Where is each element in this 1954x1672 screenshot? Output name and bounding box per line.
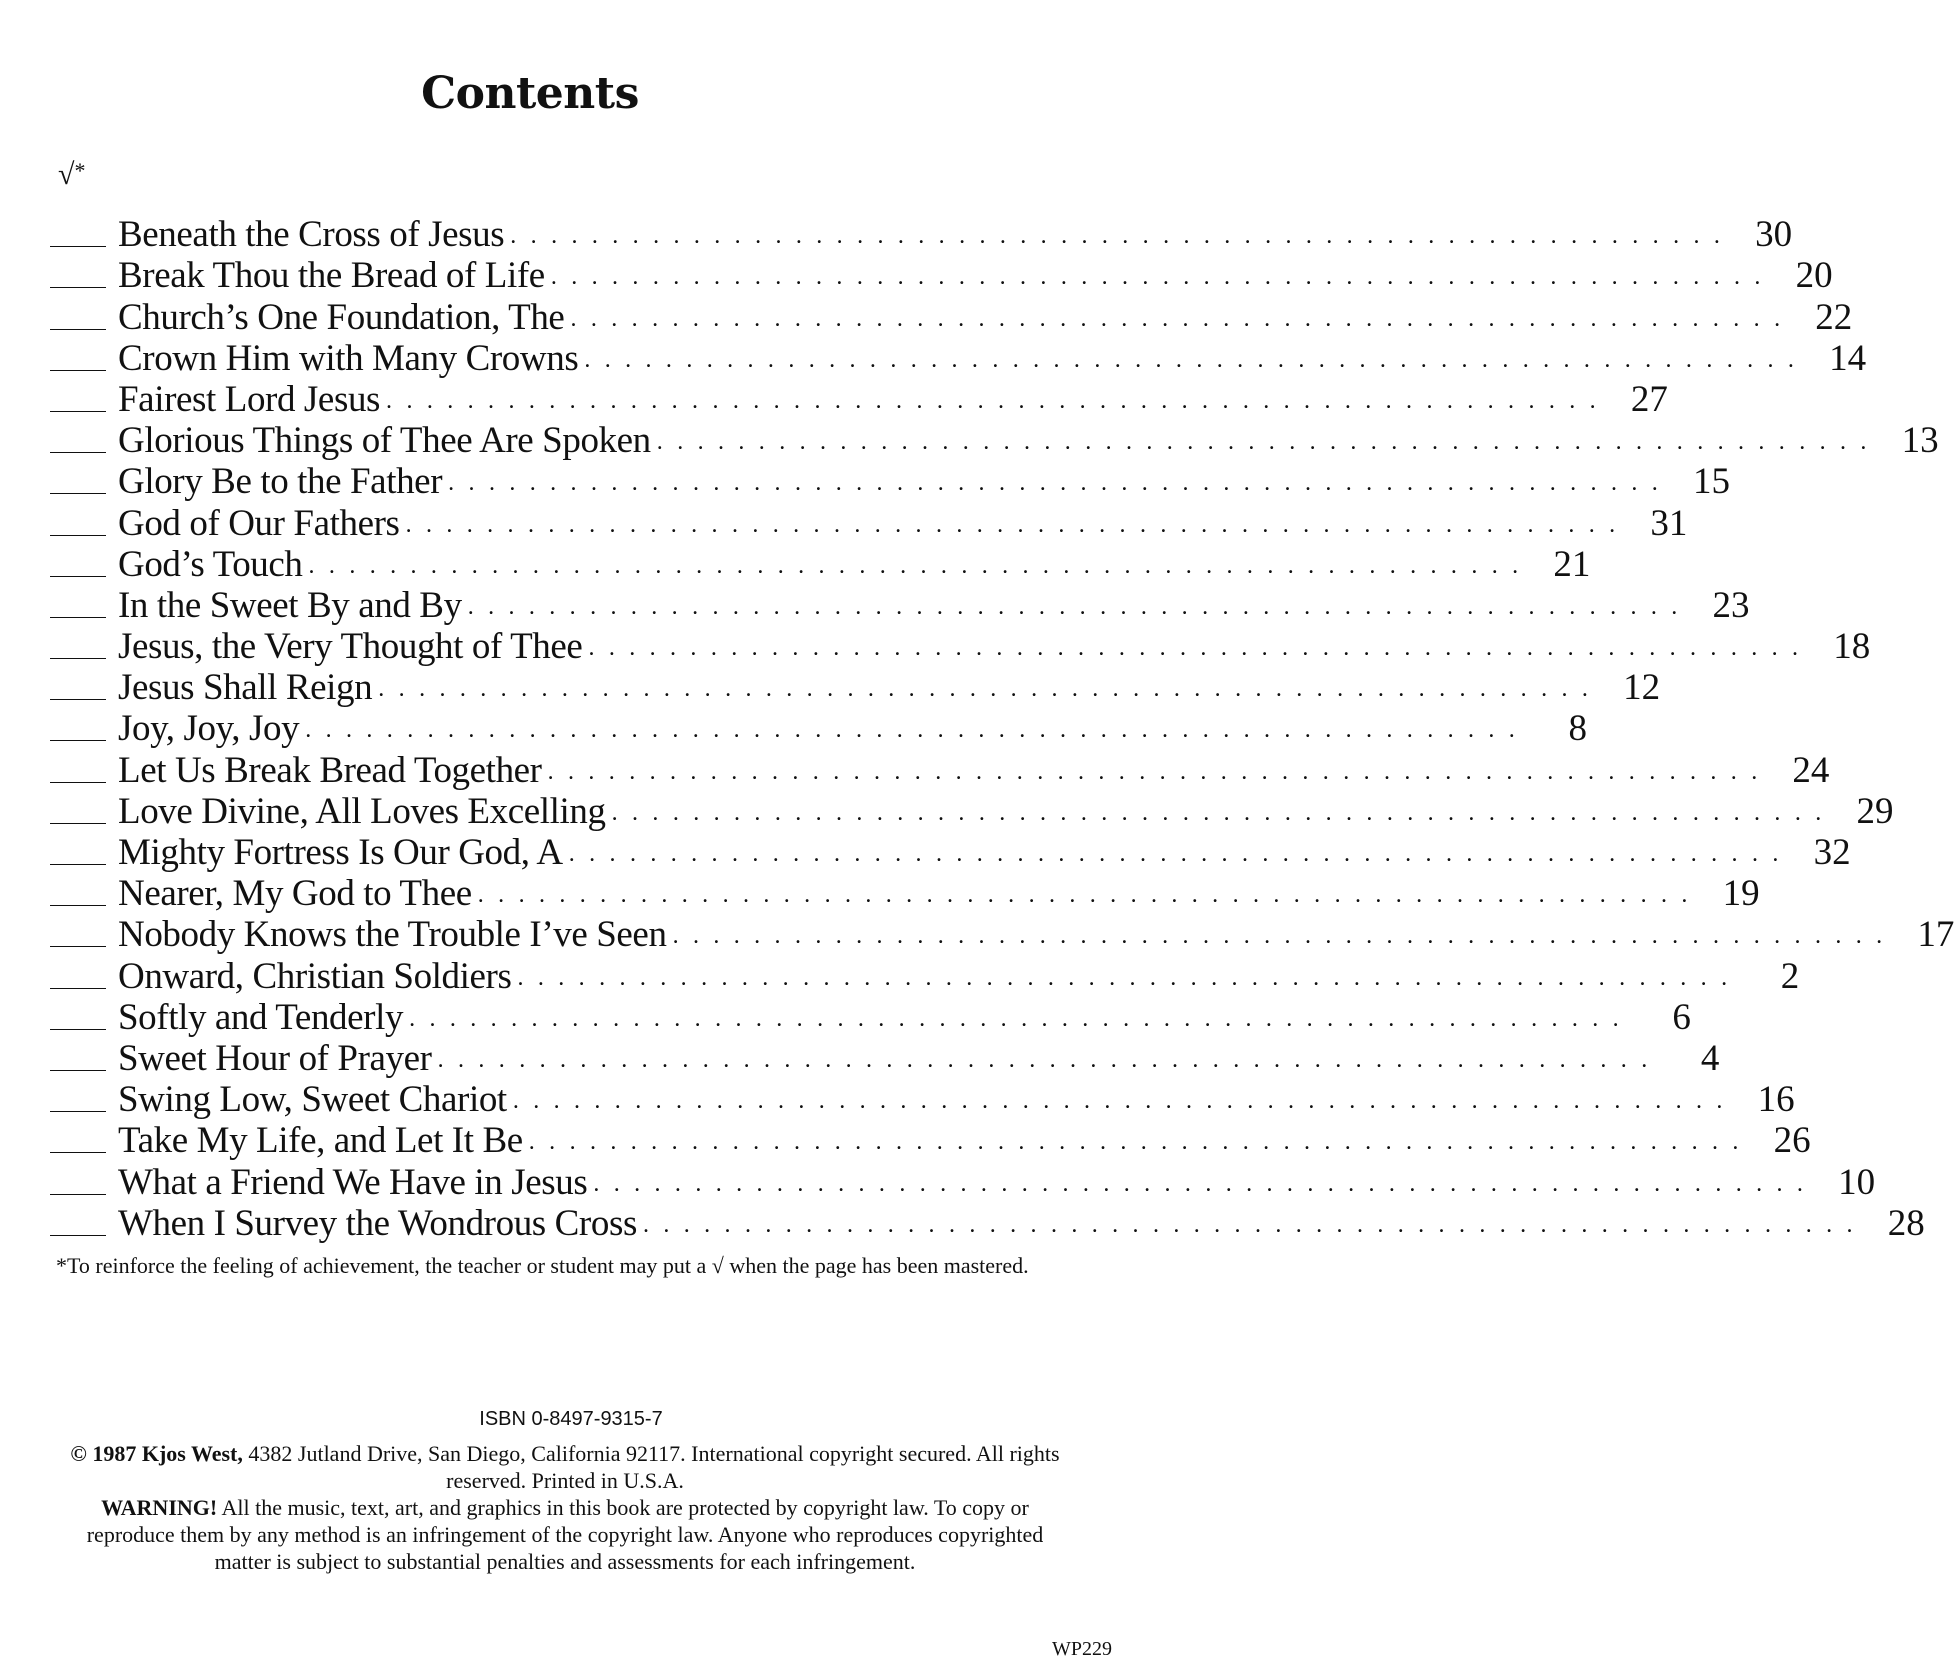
check-column-header xyxy=(58,160,85,190)
song-title: Take My Life, and Let It Be xyxy=(118,1120,523,1162)
page-number: 14 xyxy=(1829,337,1867,379)
page-title: Contents xyxy=(421,68,639,119)
toc-entry xyxy=(50,873,1760,915)
song-title: Church’s One Foundation, The xyxy=(118,296,565,338)
song-title: Nobody Knows the Trouble I’ve Seen xyxy=(118,914,667,956)
toc-entry xyxy=(50,214,1793,256)
dot-leader: . . . . . . . . . . . . . . . . . . . . . . . . . . . . . . . . . . . . . . . . . . . . . . . . . . . . . . . . . . . . xyxy=(409,1005,1623,1032)
toc-entry xyxy=(50,914,1954,956)
check-blank xyxy=(50,246,106,247)
song-title: Glorious Things of Thee Are Spoken xyxy=(118,420,651,462)
check-blank xyxy=(50,1194,106,1195)
toc-entry xyxy=(50,584,1750,626)
dot-leader: . . . . . . . . . . . . . . . . . . . . . . . . . . . . . . . . . . . . . . . . . . . . . . . . . . . . . . . . . . . . xyxy=(437,1046,1652,1073)
warning-label: WARNING! xyxy=(101,1495,218,1520)
song-title: When I Survey the Wondrous Cross xyxy=(118,1202,637,1244)
toc-entry xyxy=(50,1037,1720,1079)
dot-leader: . . . . . . . . . . . . . . . . . . . . . . . . . . . . . . . . . . . . . . . . . . . . . . . . . . . . . . . . . . . . xyxy=(386,387,1600,414)
check-blank xyxy=(50,370,106,371)
check-blank xyxy=(50,864,106,865)
toc-entry xyxy=(50,667,1661,709)
dot-leader: . . . . . . . . . . . . . . . . . . . . . . . . . . . . . . . . . . . . . . . . . . . . . . . . . . . . . . . . . . . . xyxy=(584,346,1799,373)
page-number: 2 xyxy=(1780,955,1800,997)
dot-leader: . . . . . . . . . . . . . . . . . . . . . . . . . . . . . . . . . . . . . . . . . . . . . . . . . . . . . . . . . . . . xyxy=(477,882,1692,909)
check-blank xyxy=(50,493,106,494)
footnote-check-mark: √ xyxy=(711,1253,724,1278)
dot-leader: . . . . . . . . . . . . . . . . . . . . . . . . . . . . . . . . . . . . . . . . . . . . . . . . . . . . . . . . . . . . xyxy=(588,635,1803,662)
toc-entry xyxy=(50,1079,1795,1121)
dot-leader: . . . . . . . . . . . . . . . . . . . . . . . . . . . . . . . . . . . . . . . . . . . . . . . . . . . . . . . . . . . . xyxy=(656,429,1871,456)
song-title: Jesus Shall Reign xyxy=(118,667,373,709)
page-number: 30 xyxy=(1755,214,1793,256)
check-blank xyxy=(50,823,106,824)
song-title: Jesus, the Very Thought of Thee xyxy=(118,626,583,668)
song-title: Swing Low, Sweet Chariot xyxy=(118,1079,507,1121)
dot-leader: . . . . . . . . . . . . . . . . . . . . . . . . . . . . . . . . . . . . . . . . . . . . . . . . . . . . . . . . . . . . xyxy=(305,717,1520,744)
copyright-text: 4382 Jutland Drive, San Diego, California 92117. International copyright secured. All rights reserved. Printed in U.S.A. xyxy=(242,1441,1060,1493)
page-number: 4 xyxy=(1700,1037,1720,1079)
page-number: 28 xyxy=(1887,1202,1925,1244)
check-blank xyxy=(50,782,106,783)
check-blank xyxy=(50,287,106,288)
page-number: 27 xyxy=(1630,378,1668,420)
dot-leader: . . . . . . . . . . . . . . . . . . . . . . . . . . . . . . . . . . . . . . . . . . . . . . . . . . . . . . . . . . . . xyxy=(517,964,1732,991)
toc-entry xyxy=(50,543,1591,585)
toc-entry xyxy=(50,790,1894,832)
footnote-text-after: when the page has been mastered. xyxy=(723,1253,1029,1278)
footnote-star: * xyxy=(74,158,86,183)
check-blank xyxy=(50,452,106,453)
dot-leader: . . . . . . . . . . . . . . . . . . . . . . . . . . . . . . . . . . . . . . . . . . . . . . . . . . . . . . . . . . . . xyxy=(547,758,1762,785)
toc-entry xyxy=(50,996,1691,1038)
song-title: Glory Be to the Father xyxy=(118,461,443,503)
footnote xyxy=(56,1253,1056,1279)
song-title: In the Sweet By and By xyxy=(118,584,462,626)
check-blank xyxy=(50,1111,106,1112)
page-number: 13 xyxy=(1901,420,1939,462)
page-number: 21 xyxy=(1553,543,1591,585)
dot-leader: . . . . . . . . . . . . . . . . . . . . . . . . . . . . . . . . . . . . . . . . . . . . . . . . . . . . . . . . . . . . xyxy=(550,264,1765,291)
dot-leader: . . . . . . . . . . . . . . . . . . . . . . . . . . . . . . . . . . . . . . . . . . . . . . . . . . . . . . . . . . . . xyxy=(510,223,1725,250)
check-blank xyxy=(50,905,106,906)
dot-leader: . . . . . . . . . . . . . . . . . . . . . . . . . . . . . . . . . . . . . . . . . . . . . . . . . . . . . . . . . . . . xyxy=(308,552,1523,579)
page-number: 8 xyxy=(1568,708,1588,750)
song-title: Break Thou the Bread of Life xyxy=(118,255,545,297)
song-title: Beneath the Cross of Jesus xyxy=(118,214,505,256)
copyright-holder: © 1987 Kjos West, xyxy=(70,1441,243,1466)
song-title: Sweet Hour of Prayer xyxy=(118,1037,432,1079)
dot-leader: . . . . . . . . . . . . . . . . . . . . . . . . . . . . . . . . . . . . . . . . . . . . . . . . . . . . . . . . . . . . xyxy=(512,1088,1727,1115)
check-blank xyxy=(50,329,106,330)
check-blank xyxy=(50,617,106,618)
toc-entry xyxy=(50,337,1867,379)
toc-entry xyxy=(50,378,1668,420)
song-title: Nearer, My God to Thee xyxy=(118,873,472,915)
check-blank xyxy=(50,1235,106,1236)
page-number: 26 xyxy=(1773,1120,1811,1162)
toc-entry xyxy=(50,708,1588,750)
page-number: 18 xyxy=(1833,626,1871,668)
catalog-code: WP229 xyxy=(1052,1638,1112,1660)
song-title: God’s Touch xyxy=(118,543,303,585)
page-number: 17 xyxy=(1917,914,1954,956)
dot-leader: . . . . . . . . . . . . . . . . . . . . . . . . . . . . . . . . . . . . . . . . . . . . . . . . . . . . . . . . . . . . xyxy=(570,305,1785,332)
song-title: Onward, Christian Soldiers xyxy=(118,955,512,997)
check-blank xyxy=(50,1029,106,1030)
dot-leader: . . . . . . . . . . . . . . . . . . . . . . . . . . . . . . . . . . . . . . . . . . . . . . . . . . . . . . . . . . . . xyxy=(593,1170,1808,1197)
dot-leader: . . . . . . . . . . . . . . . . . . . . . . . . . . . . . . . . . . . . . . . . . . . . . . . . . . . . . . . . . . . . xyxy=(405,511,1620,538)
toc-entry xyxy=(50,955,1800,997)
copyright-notice xyxy=(60,1440,1070,1494)
page-number: 31 xyxy=(1650,502,1688,544)
check-blank xyxy=(50,658,106,659)
song-title: Let Us Break Bread Together xyxy=(118,749,542,791)
song-title: God of Our Fathers xyxy=(118,502,400,544)
check-blank xyxy=(50,699,106,700)
toc-entry xyxy=(50,749,1830,791)
check-blank xyxy=(50,1070,106,1071)
legal-notice xyxy=(60,1440,1070,1575)
warning-notice xyxy=(60,1494,1070,1575)
toc-entry xyxy=(50,420,1939,462)
dot-leader: . . . . . . . . . . . . . . . . . . . . . . . . . . . . . . . . . . . . . . . . . . . . . . . . . . . . . . . . . . . . xyxy=(448,470,1662,497)
warning-text: All the music, text, art, and graphics in this book are protected by copyright law. To copy or reproduce them by any method is an infringement of the copyright law. Anyone who reproduces copyrighted matter is subject to substantial penalties and assessments for each infringement. xyxy=(86,1495,1044,1574)
check-mark: √ xyxy=(58,158,75,191)
toc-entry xyxy=(50,1161,1876,1203)
toc-entry xyxy=(50,1120,1811,1162)
dot-leader: . . . . . . . . . . . . . . . . . . . . . . . . . . . . . . . . . . . . . . . . . . . . . . . . . . . . . . . . . . . . xyxy=(672,923,1887,950)
song-title: Crown Him with Many Crowns xyxy=(118,337,579,379)
footnote-text-before: *To reinforce the feeling of achievement, the teacher or student may put a xyxy=(56,1253,712,1278)
song-title: Joy, Joy, Joy xyxy=(118,708,300,750)
toc-entry xyxy=(50,502,1688,544)
check-blank xyxy=(50,740,106,741)
page-number: 22 xyxy=(1815,296,1853,338)
dot-leader: . . . . . . . . . . . . . . . . . . . . . . . . . . . . . . . . . . . . . . . . . . . . . . . . . . . . . . . . . . . . xyxy=(378,676,1593,703)
dot-leader: . . . . . . . . . . . . . . . . . . . . . . . . . . . . . . . . . . . . . . . . . . . . . . . . . . . . . . . . . . . . xyxy=(528,1129,1743,1156)
toc-entry xyxy=(50,255,1833,297)
isbn: ISBN 0-8497-9315-7 xyxy=(479,1408,663,1430)
check-blank xyxy=(50,988,106,989)
check-blank xyxy=(50,946,106,947)
song-title: Mighty Fortress Is Our God, A xyxy=(118,832,563,873)
page-number: 20 xyxy=(1795,255,1833,297)
dot-leader: . . . . . . . . . . . . . . . . . . . . . . . . . . . . . . . . . . . . . . . . . . . . . . . . . . . . . . . . . . . . xyxy=(467,593,1682,620)
page-number: 23 xyxy=(1712,584,1750,626)
page-number: 19 xyxy=(1722,873,1760,915)
toc-entry xyxy=(50,832,1851,873)
toc-entry xyxy=(50,1202,1925,1244)
page-number: 32 xyxy=(1813,832,1851,873)
page-number: 10 xyxy=(1838,1161,1876,1203)
toc-entry xyxy=(50,626,1871,668)
check-blank xyxy=(50,576,106,577)
toc-entry xyxy=(50,461,1730,503)
page-number: 16 xyxy=(1757,1079,1795,1121)
table-of-contents xyxy=(50,214,1954,1244)
dot-leader: . . . . . . . . . . . . . . . . . . . . . . . . . . . . . . . . . . . . . . . . . . . . . . . . . . . . . . . . . . . . xyxy=(642,1211,1857,1238)
check-blank xyxy=(50,411,106,412)
song-title: Love Divine, All Loves Excelling xyxy=(118,790,606,832)
check-blank xyxy=(50,535,106,536)
page-number: 15 xyxy=(1692,461,1730,503)
page-number: 6 xyxy=(1672,996,1691,1038)
check-blank xyxy=(50,1152,106,1153)
page-number: 29 xyxy=(1856,790,1894,832)
song-title: What a Friend We Have in Jesus xyxy=(118,1161,588,1203)
page-number: 24 xyxy=(1792,749,1830,791)
song-title: Fairest Lord Jesus xyxy=(118,378,381,420)
page-number: 12 xyxy=(1623,667,1661,709)
dot-leader: . . . . . . . . . . . . . . . . . . . . . . . . . . . . . . . . . . . . . . . . . . . . . . . . . . . . . . . . . . . . xyxy=(568,841,1783,867)
song-title: Softly and Tenderly xyxy=(118,996,404,1038)
dot-leader: . . . . . . . . . . . . . . . . . . . . . . . . . . . . . . . . . . . . . . . . . . . . . . . . . . . . . . . . . . . . xyxy=(611,799,1826,826)
toc-entry xyxy=(50,296,1853,338)
